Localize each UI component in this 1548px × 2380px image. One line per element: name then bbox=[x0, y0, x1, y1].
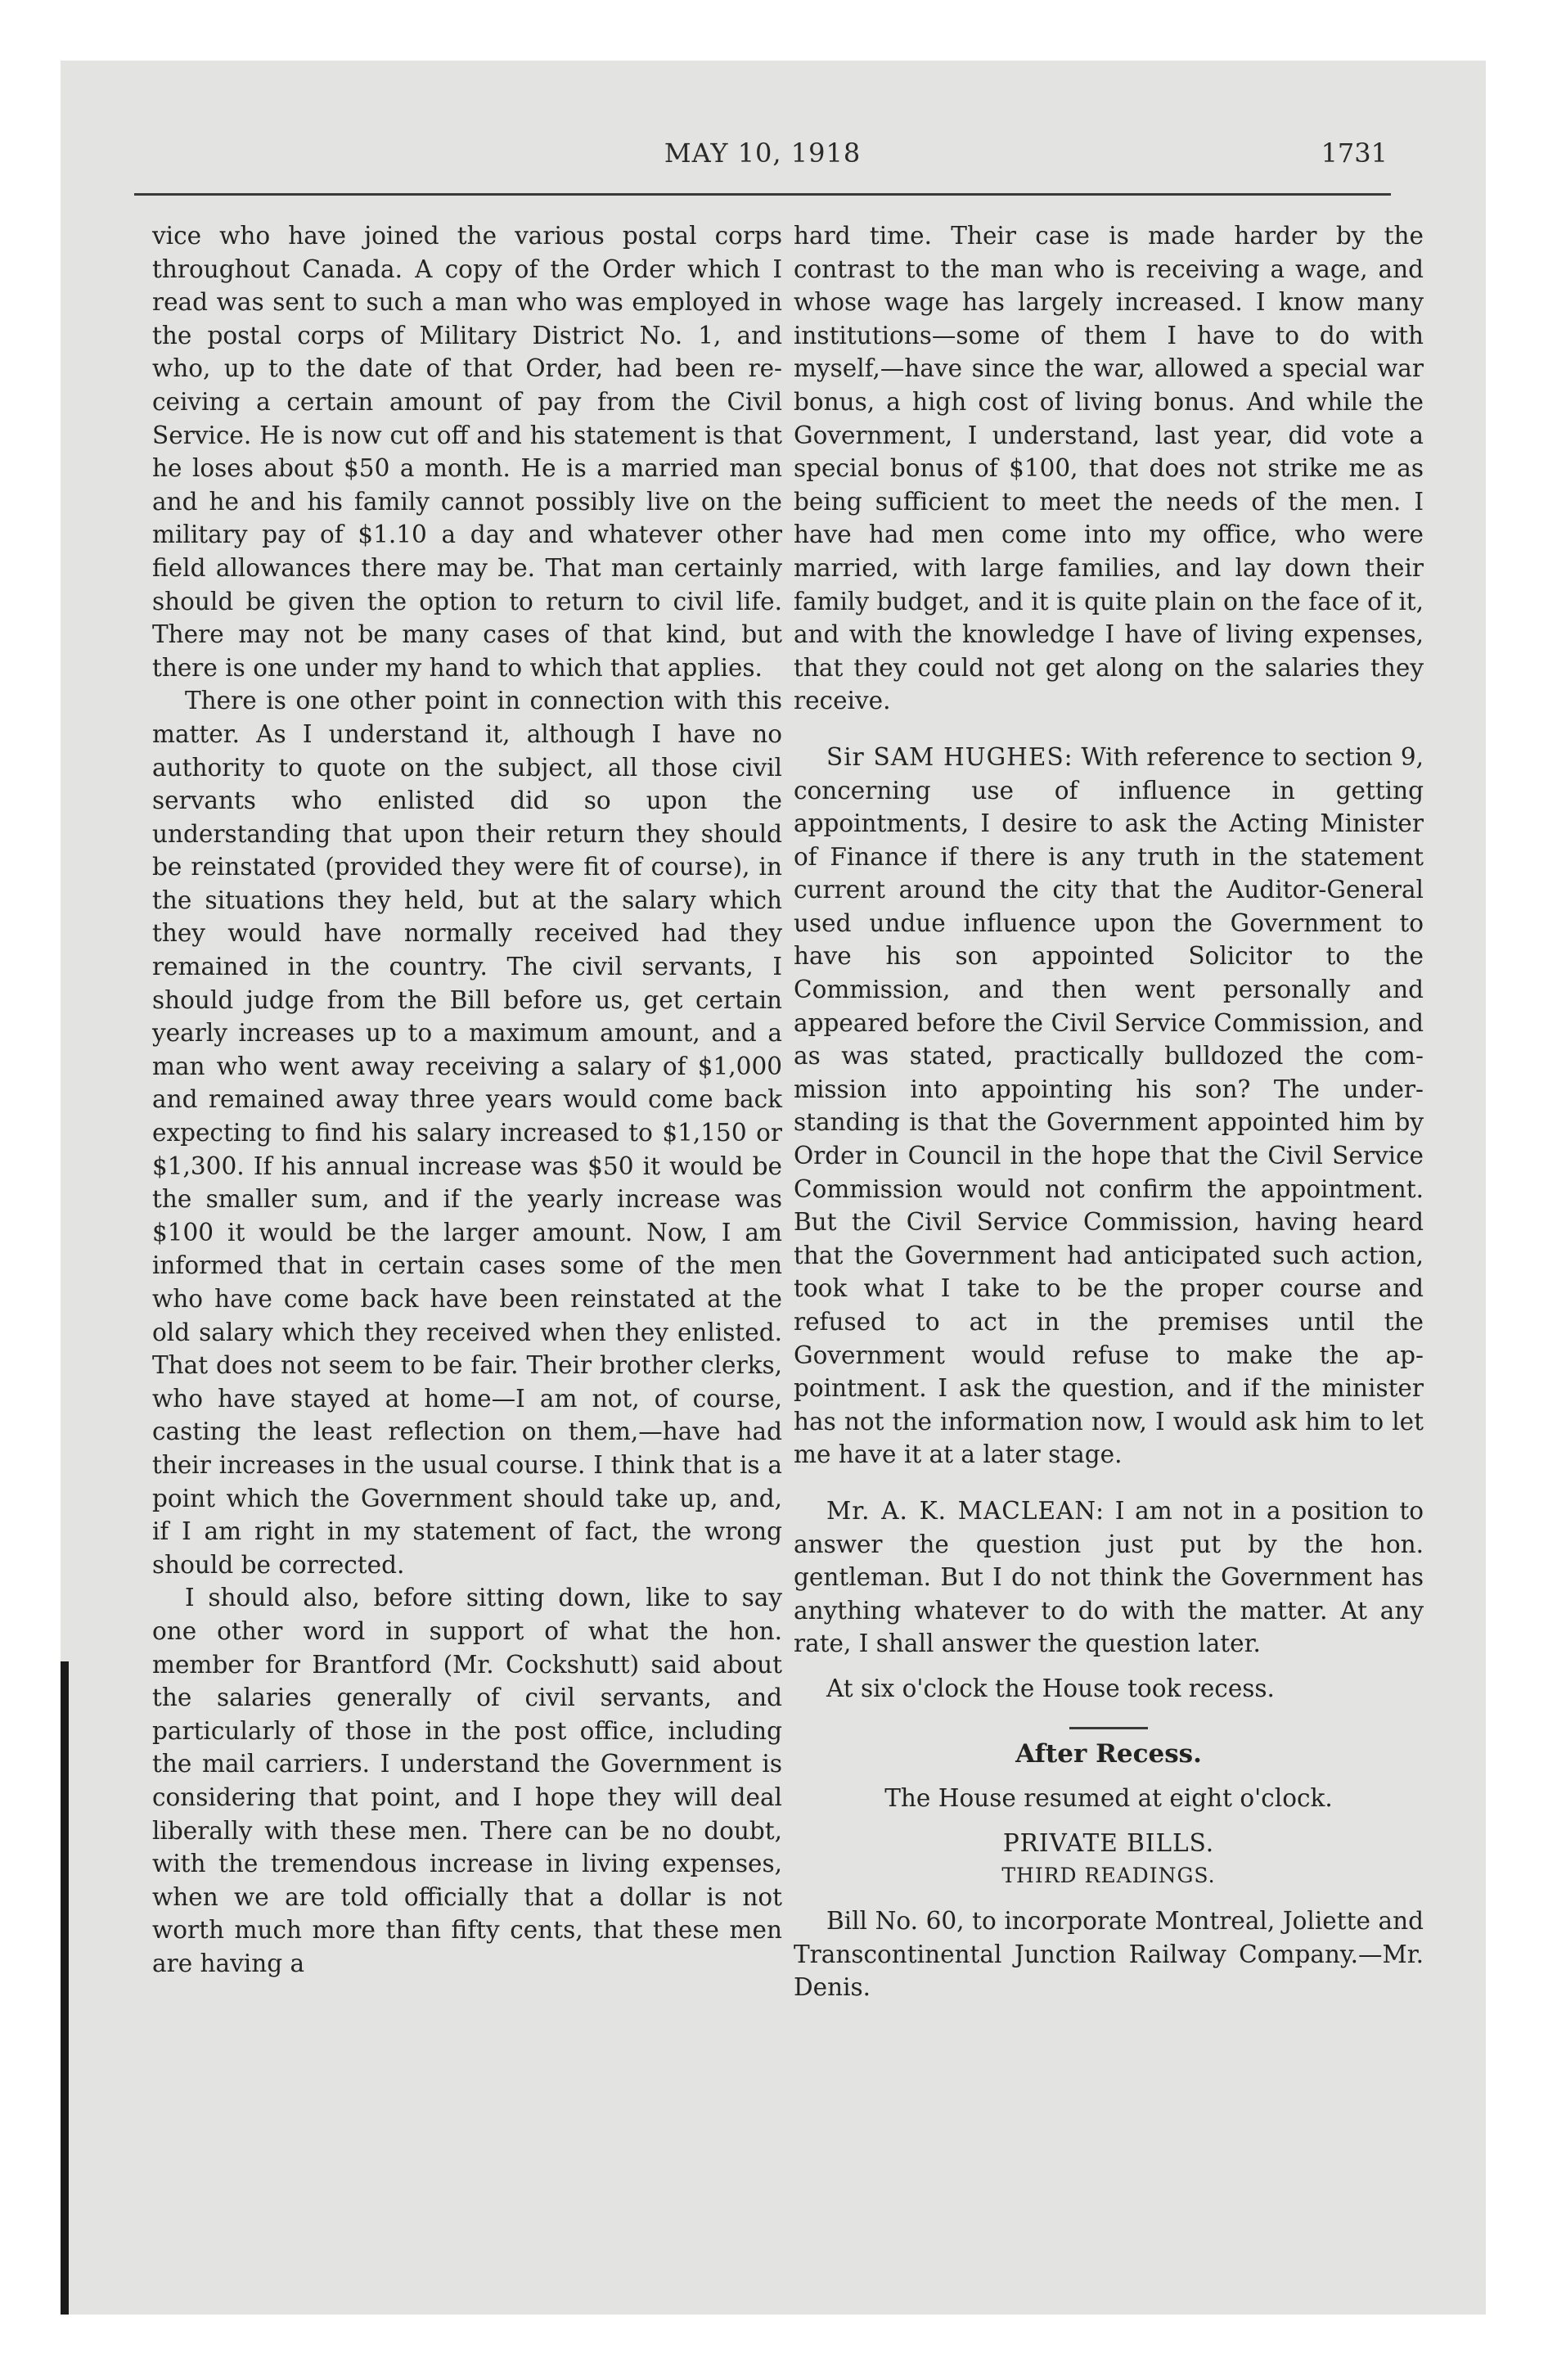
right-column bbox=[794, 219, 1424, 2004]
resumed-note: The House resumed at eight o'clock. bbox=[884, 1784, 1333, 1813]
bill-entry: Bill No. 60, to incorporate Montreal, Joliette and Transcontinental Junction Railway Company.—Mr. Denis. bbox=[794, 1906, 1424, 2002]
left-paragraph-1: vice who have joined the various postal corps throughout Canada. A copy of the Order which I read was sent to such a man who was employed in the postal corps of Military District No. 1, and who, up to the date of that Order, had been receiving a certain amount of pay from the Civil Service. He is now cut off and his statement is that he loses about $50 a month. He is a married man and he and his family cannot possibly live on the military pay of $1.10 a day and whatever other field allowances there may be. That man certainly should be given the option to return to civil life. There may not be many cases of that kind, but there is one under my hand to which that applies. bbox=[152, 222, 782, 682]
recess-note: At six o'clock the House took recess. bbox=[826, 1674, 1275, 1702]
after-recess-heading: After Recess. bbox=[1015, 1738, 1202, 1769]
maclean-speech-text: I am not in a position to answer the question just put by the hon. gentleman. But I do not think the Government has anything whatever to do with the matter. At any rate, I shall answer the question later. bbox=[794, 1496, 1424, 1658]
left-paragraph-2: There is one other point in connection with this matter. As I understand it, although I have no authority to quote on the subject, all those civil servants who enlisted did so upon the understanding that upon their return they should be reinstated (provided they were fit of course), in the situations they held, but at the salary which they would have normally received had they remained in the country. The civil servants, I should judge from the Bill before us, get certain yearly increases up to a maximum amount, and a man who went away receiving a salary of $1,000 and remained away three years would come back expecting to find his salary increased to $1,150 or $1,300. If his annual increase was $50 it would be the smaller sum, and if the yearly increase was $100 it would be the larger amount. Now, I am informed that in certain cases some of the men who have come back have been reinstated at the old salary which they received when they enlisted. That does not seem to be fair. Their brother clerks, who have stayed at home—I am not, of course, casting the least reflection on them,—have had their increases in the usual course. I think that is a point which the Government should take up, and, if I am right in my statement of fact, the wrong should be corrected. bbox=[152, 687, 782, 1579]
speaker-name-maclean: Mr. A. K. MACLEAN: bbox=[826, 1496, 1105, 1525]
right-paragraph-1: hard time. Their case is made harder by the contrast to the man who is receiving a wage, and whose wage has largely increased. I know many institutions—some of them I have to do with myself,—have since the war, allowed a special war bonus, a high cost of living bonus. And while the Government, I understand, last year, did vote a special bonus of $100, that does not strike me as being sufficient to meet the needs of the men. I have had men come into my office, who were married, with large families, and lay down their family budget, and it is quite plain on the face of it, and with the knowledge I have of living expenses, that they could not get along on the salaries they receive. bbox=[794, 222, 1424, 715]
header-rule bbox=[134, 193, 1391, 196]
section-divider bbox=[1069, 1727, 1148, 1729]
page-edge-shadow bbox=[61, 1661, 69, 2315]
left-paragraph-3: I should also, before sitting down, like to say one other word in support of what the hon. member for Brantford (Mr. Cockshutt) said about the salaries generally of civil servants, and particularly of those in the post office, including the mail carriers. I understand the Government is considering that point, and I hope they will deal liberally with these men. There can be no doubt, with the tremendous increase in living expenses, when we are told officially that a dollar is not worth much more than fifty cents, that these men are having a bbox=[152, 1584, 782, 1977]
left-column bbox=[152, 219, 782, 1980]
speaker-name-hughes: Sir SAM HUGHES: bbox=[826, 742, 1073, 771]
page-number: 1731 bbox=[1321, 137, 1388, 169]
maclean-speech bbox=[794, 1494, 1424, 1661]
private-bills-heading: PRIVATE BILLS. bbox=[1002, 1828, 1215, 1857]
hughes-speech bbox=[794, 741, 1424, 1472]
hughes-speech-text: With reference to section 9, concerning use of influence in getting appointments, I desire to ask the Acting Minister of Finance if there is any truth in the statement current around the city that the Auditor-General used undue influence upon the Government to have his son appointed Solicitor to the Commission, and then went personally and appeared before the Civil Service Commission, and as was stated, practically bulldozed the commission into appointing his son? The understanding is that the Government appointed him by Order in Council in the hope that the Civil Service Commission would not confirm the appointment. But the Civil Service Commission, having heard that the Government had anticipated such action, took what I take to be the proper course and refused to act in the premises until the Government would refuse to make the appointment. I ask the question, and if the minister has not the information now, I would ask him to let me have it at a later stage. bbox=[794, 742, 1424, 1469]
page-header bbox=[137, 137, 1388, 187]
running-head: MAY 10, 1918 bbox=[664, 137, 862, 169]
third-readings-heading: THIRD READINGS. bbox=[1001, 1864, 1216, 1888]
